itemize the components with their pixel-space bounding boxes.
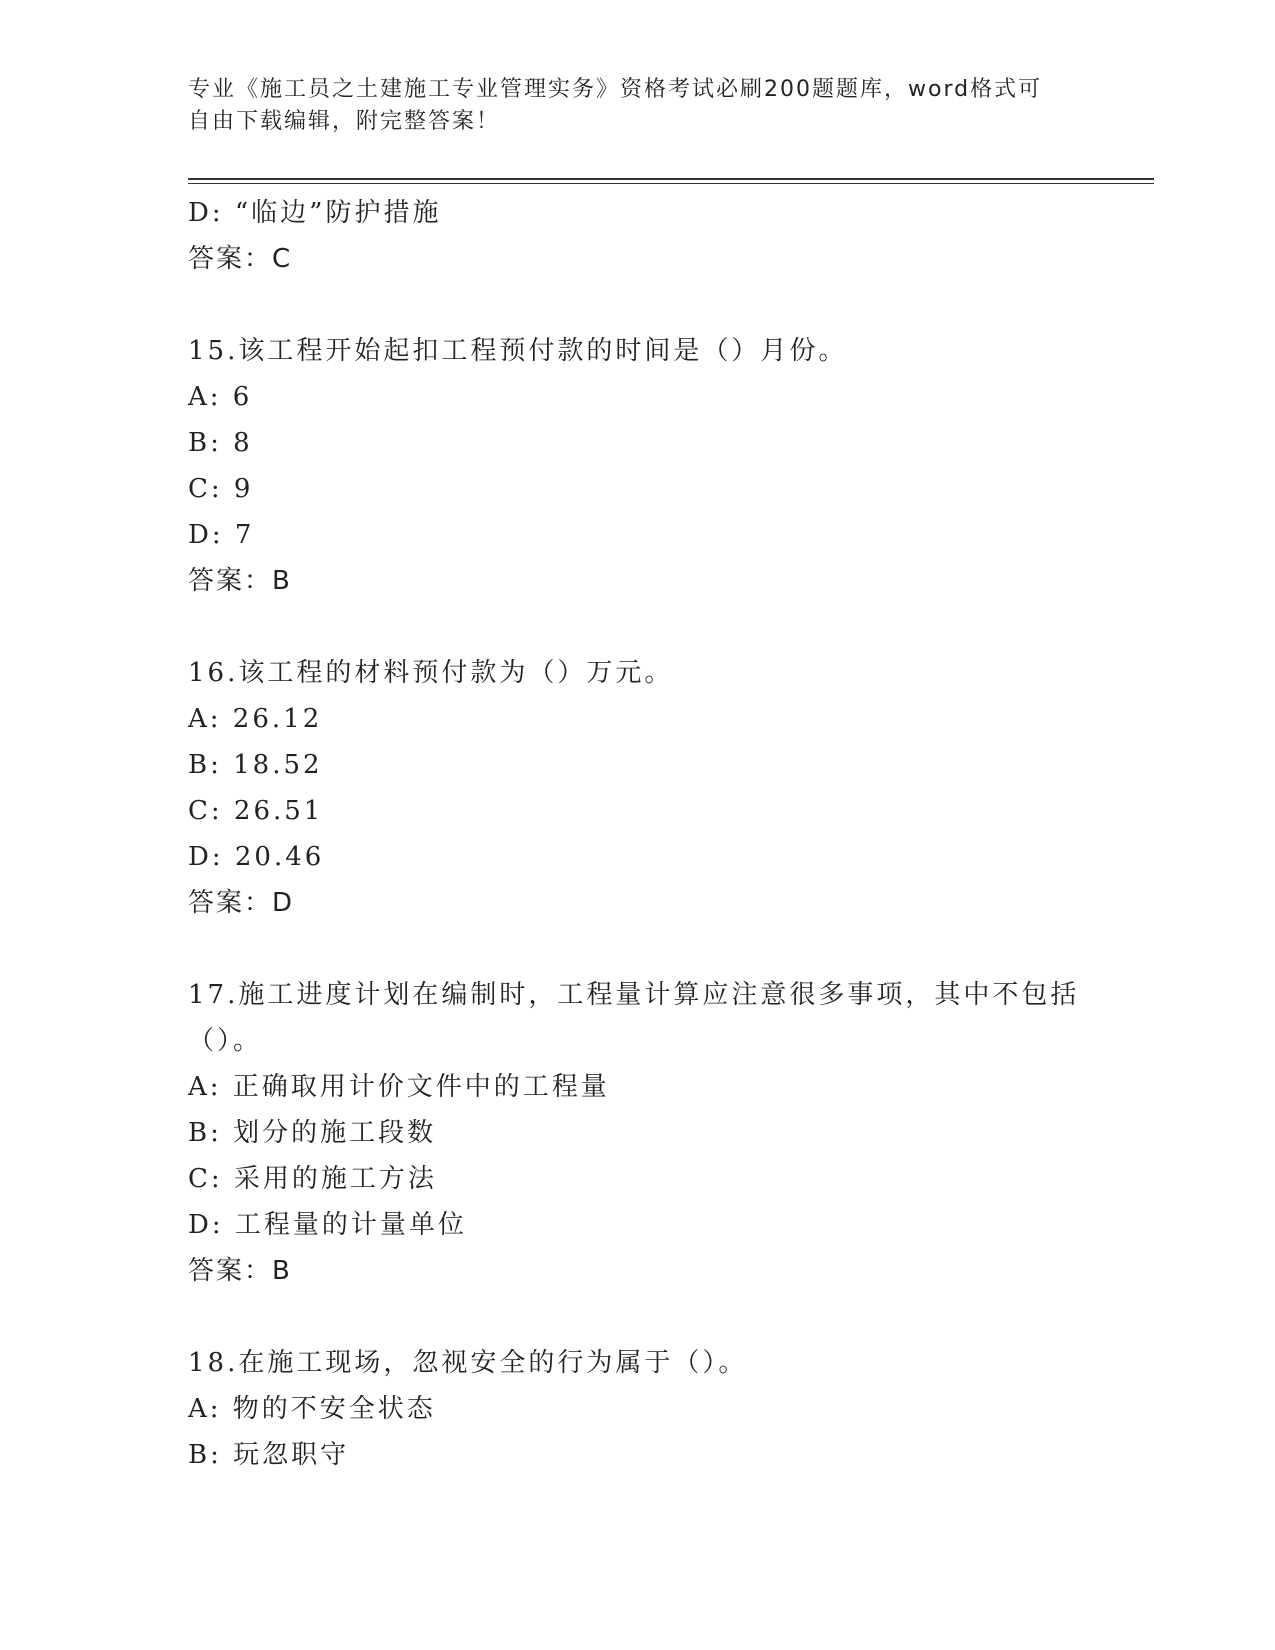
question-17	[188, 972, 1088, 1294]
spacer	[188, 604, 1088, 650]
option-b: B: 8	[188, 428, 253, 458]
header-line-1: 专业《施工员之土建施工专业管理实务》资格考试必刷200题题库，word格式可	[188, 77, 1043, 102]
answer: 答案：B	[188, 566, 292, 596]
answer: 答案：B	[188, 1256, 292, 1286]
prev-answer: 答案：C	[188, 244, 293, 274]
header-divider-thin	[188, 183, 1154, 184]
question-content	[188, 190, 1088, 1478]
question-stem: 15.该工程开始起扣工程预付款的时间是（）月份。	[188, 336, 848, 366]
option-a: A: 26.12	[188, 704, 323, 734]
question-stem: 16.该工程的材料预付款为（）万元。	[188, 658, 674, 688]
page-header	[188, 74, 1088, 138]
option-b: B: 18.52	[188, 750, 323, 780]
option-b: B: 玩忽职守	[188, 1440, 350, 1470]
option-c: C: 26.51	[188, 796, 324, 826]
question-stem-line-1: 17.施工进度计划在编制时，工程量计算应注意很多事项，其中不包括	[188, 980, 1080, 1010]
option-a: A: 6	[188, 382, 253, 412]
header-divider-thick	[188, 178, 1154, 180]
header-line-2: 自由下载编辑，附完整答案！	[188, 109, 501, 134]
answer: 答案：D	[188, 888, 295, 918]
option-a: A: 正确取用计价文件中的工程量	[188, 1072, 610, 1102]
question-18	[188, 1340, 1088, 1478]
question-15	[188, 328, 1088, 604]
option-d: D: 工程量的计量单位	[188, 1210, 467, 1240]
spacer	[188, 1294, 1088, 1340]
question-stem-line-2: （）。	[188, 1026, 263, 1056]
option-b: B: 划分的施工段数	[188, 1118, 437, 1148]
question-stem: 18.在施工现场，忽视安全的行为属于（）。	[188, 1348, 748, 1378]
spacer	[188, 926, 1088, 972]
option-a: A: 物的不安全状态	[188, 1394, 436, 1424]
spacer	[188, 282, 1088, 328]
option-d: D: 20.46	[188, 842, 325, 872]
option-d: D: 7	[188, 520, 255, 550]
option-c: C: 采用的施工方法	[188, 1164, 437, 1194]
option-c: C: 9	[188, 474, 254, 504]
prev-option-d: D: “临边”防护措施	[188, 198, 442, 228]
question-16	[188, 650, 1088, 926]
